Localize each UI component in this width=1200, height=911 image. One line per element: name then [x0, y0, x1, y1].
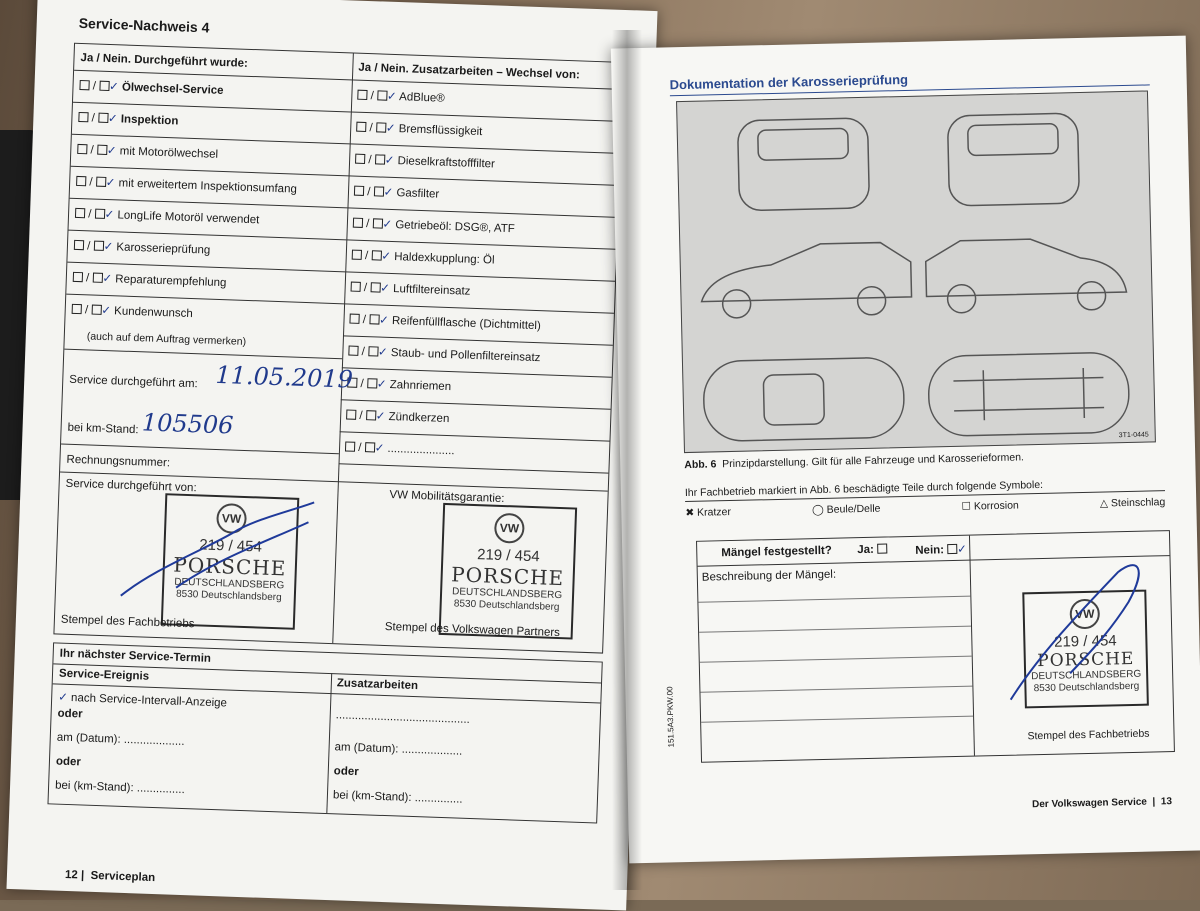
right-item-label: Zündkerzen [388, 410, 450, 426]
left-item-label: Kundenwunsch [113, 305, 193, 321]
yes-no-checkbox[interactable]: / ✓ [78, 112, 121, 125]
page-footer-left: 12 | Serviceplan [64, 868, 156, 885]
right-item [348, 344, 540, 365]
mobility-label: VW Mobilitätsgarantie: [389, 489, 505, 506]
kundenwunsch-sub: (auch auf dem Auftrag vermerken) [86, 330, 247, 348]
right-item-label: Staub- und Pollenfiltereinsatz [390, 346, 541, 365]
symbol-steinschlag: △ Steinschlag [1099, 496, 1166, 510]
right-item [349, 312, 541, 333]
yes-no-checkbox[interactable]: / ✓ [73, 272, 116, 285]
left-item [79, 78, 223, 97]
next-col1: Service-Ereignis [58, 667, 150, 683]
left-item-label: LongLife Motoröl verwendet [117, 209, 260, 227]
date-field: am (Datum): ................... [56, 731, 185, 749]
right-item [350, 280, 470, 298]
left-item [76, 174, 297, 196]
right-item [352, 248, 495, 267]
vw-logo-icon: VW [216, 503, 247, 534]
yes-no-checkbox[interactable]: / ✓ [346, 409, 389, 422]
yes-no-checkbox[interactable]: / ✓ [79, 80, 122, 93]
page-footer-right: Der Volkswagen Service | 13 [1031, 796, 1173, 811]
yes-no-checkbox[interactable]: / ✓ [76, 176, 119, 189]
left-item-label: Reparaturempfehlung [115, 273, 227, 290]
oder-3: oder [333, 765, 359, 779]
right-item-label: Luftfiltereinsatz [392, 283, 471, 298]
col-header-left: Ja / Nein. Durchgeführt wurde: [80, 51, 249, 70]
vw-logo-icon: VW [1069, 599, 1100, 630]
next-km-right: bei (km-Stand): ............... [332, 789, 463, 806]
col-header-right: Ja / Nein. Zusatzarbeiten – Wechsel von: [358, 61, 580, 82]
dealer-stamp: VW 219 / 454 PORSCHE DEUTSCHLANDSBERG 8530 Deutschlandsberg [1022, 590, 1149, 709]
signature-right [997, 551, 1160, 705]
signature-left [115, 486, 319, 613]
car-outlines [677, 91, 1155, 452]
side-code: 151.5A3.PKW.00 [665, 686, 676, 748]
defects-label: Mängel festgestellt? [721, 544, 832, 560]
km-handwritten: 105506 [141, 408, 234, 440]
yes-no-checkbox[interactable]: / ✓ [345, 441, 388, 454]
invoice-label: Rechnungsnummer: [66, 453, 171, 470]
service-table [53, 43, 623, 654]
left-item [77, 142, 218, 161]
right-page [611, 36, 1200, 864]
yes-no-checkbox[interactable]: / ✓ [347, 377, 390, 390]
symbol-korrosion: ☐ Korrosion [961, 499, 1019, 513]
left-item [75, 206, 260, 226]
right-item [357, 88, 445, 105]
left-item-label: Ölwechsel-Service [121, 81, 224, 97]
book-gutter [612, 30, 642, 890]
left-page [6, 0, 657, 911]
figure-caption: Abb. 6 Prinzipdarstellung. Gilt für alle Fahrzeuge und Karosserieformen. [684, 451, 1025, 472]
next-date-right: am (Datum): ................... [334, 741, 463, 758]
service-date-handwritten: 11.05.2019 [215, 360, 354, 394]
extra-dots: .......................................... [335, 709, 471, 726]
km-label: bei km-Stand: [67, 421, 139, 437]
symbol-kratzer: ✖ Kratzer [685, 506, 732, 520]
symbol-beule: ◯ Beule/Delle [811, 502, 881, 517]
stamp-left-caption: Stempel des Fachbetriebs [60, 613, 195, 631]
right-item-label: ..................... [387, 442, 455, 458]
next-item: ✓ nach Service-Intervall-Anzeige [57, 689, 228, 710]
left-item-label: mit Motorölwechsel [119, 145, 219, 161]
left-item [78, 110, 178, 127]
right-item [354, 184, 440, 201]
page-title: Service-Nachweis 4 [78, 14, 210, 36]
right-item [345, 439, 455, 457]
stamp-caption: Stempel des Fachbetriebs [1027, 727, 1150, 743]
right-item [346, 407, 450, 425]
right-item-label: Bremsflüssigkeit [398, 123, 483, 139]
yes-no-checkbox[interactable]: / ✓ [72, 304, 115, 317]
next-col2: Zusatzarbeiten [336, 677, 419, 693]
ja-label: Ja: [857, 543, 887, 556]
dealer-stamp-right: VW 219 / 454 PORSCHE DEUTSCHLANDSBERG 8530 Deutschlandsberg [439, 503, 578, 640]
service-date-label: Service durchgeführt am: [69, 373, 198, 391]
right-item-label: Getriebeöl: DSG®, ATF [395, 219, 515, 236]
oder-1: oder [57, 707, 83, 721]
oder-2: oder [55, 755, 82, 769]
yes-no-checkbox[interactable]: / ✓ [354, 186, 397, 199]
car-diagram [676, 90, 1156, 453]
yes-no-checkbox[interactable]: / ✓ [356, 122, 399, 135]
defects-box [696, 530, 1175, 763]
right-item-label: Haldexkupplung: Öl [393, 251, 495, 267]
yes-no-checkbox[interactable]: / ✓ [74, 240, 117, 253]
yes-no-checkbox[interactable]: / ✓ [353, 218, 396, 231]
yes-no-checkbox[interactable]: / ✓ [349, 314, 392, 327]
yes-no-checkbox[interactable]: / ✓ [350, 282, 393, 295]
desc-label: Beschreibung der Mängel: [701, 568, 837, 584]
dealer-stamp-left: VW 219 / 454 PORSCHE DEUTSCHLANDSBERG 8530 Deutschlandsberg [161, 493, 300, 630]
right-item-label: AdBlue® [398, 91, 445, 105]
symbols-intro: Ihr Fachbetrieb markiert in Abb. 6 beschädigte Teile durch folgende Symbole: [684, 478, 1044, 500]
yes-no-checkbox[interactable]: / ✓ [357, 90, 399, 103]
right-item [353, 216, 515, 236]
next-service-title: Ihr nächster Service-Termin [59, 647, 212, 665]
right-item-label: Dieselkraftstofffilter [397, 155, 496, 171]
stamp-right-caption: Stempel des Volkswagen Partners [384, 620, 561, 640]
km-field: bei (km-Stand): ............... [54, 779, 185, 797]
nein-label: Nein: ✓ [915, 541, 968, 557]
right-item-label: Gasfilter [396, 187, 440, 201]
left-item [73, 270, 227, 289]
right-item [347, 375, 451, 393]
left-item-label: Inspektion [120, 113, 179, 128]
vw-logo-icon: VW [494, 513, 525, 544]
page-title: Dokumentation der Karosserieprüfung [669, 71, 909, 93]
left-item [72, 302, 194, 320]
performed-by-label: Service durchgeführt von: [65, 477, 197, 495]
right-item-label: Reifenfüllflasche (Dichtmittel) [391, 315, 542, 333]
left-item-label: Karosserieprüfung [116, 241, 211, 257]
yes-no-checkbox[interactable]: / ✓ [77, 144, 120, 157]
right-item [356, 120, 483, 138]
yes-no-checkbox[interactable]: / ✓ [352, 250, 395, 263]
yes-no-checkbox[interactable]: / ✓ [355, 154, 398, 167]
yes-no-checkbox[interactable]: / ✓ [75, 208, 118, 221]
figure-code: 3T1-0445 [1118, 431, 1149, 440]
left-item [74, 238, 211, 257]
right-item-label: Zahnriemen [389, 378, 452, 394]
next-service-box [47, 642, 602, 823]
left-item-label: mit erweitertem Inspektionsumfang [118, 177, 298, 196]
yes-no-checkbox[interactable]: / ✓ [348, 346, 391, 359]
right-item [355, 152, 495, 171]
